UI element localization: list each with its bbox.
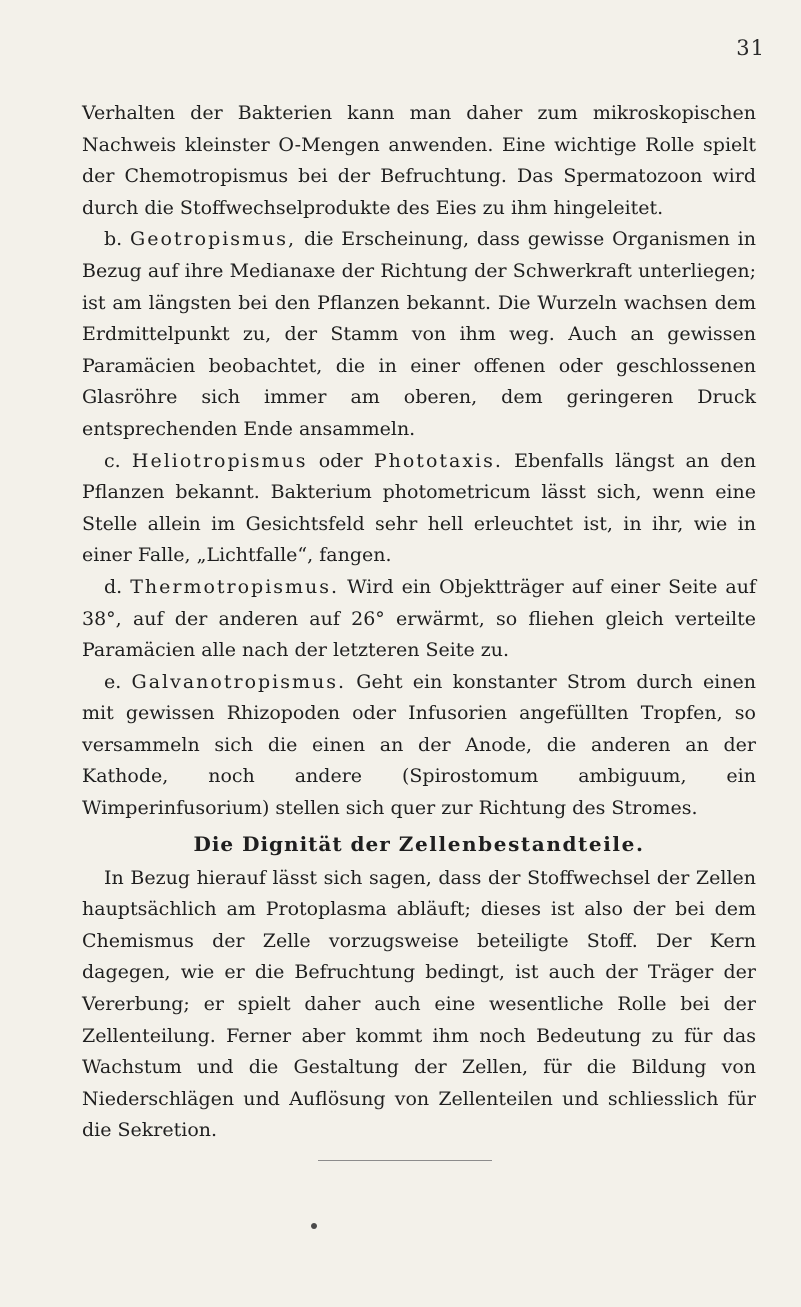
section-galvanotropismus — [82, 667, 756, 825]
section-heading — [82, 827, 756, 861]
page-number: 31 — [736, 36, 765, 60]
section-letter: b. — [104, 228, 123, 251]
section-geotropismus — [82, 224, 756, 445]
section-term: Heliotropismus — [131, 449, 308, 472]
section-letter: e. — [104, 670, 122, 693]
section-letter: c. — [104, 449, 121, 472]
section-thermotropismus — [82, 572, 756, 667]
section-connector: oder — [318, 449, 363, 472]
closing-paragraph: In Bezug hierauf lässt sich sagen, dass der Stoffwechsel der Zellen hauptsächlich am Protoplasma abläuft; dieses ist also der bei dem Chemismus der Zelle vorzugsweise beteiligte Stoff. Der Kern dagegen, wie er die Befruchtung bedingt, ist auch der Träger der Vererbung; er spielt daher auch eine wesentliche Rolle bei der Zellenteilung. Ferner aber kommt ihm noch Bedeutung zu für das Wachstum und die Gestaltung der Zellen, für die Bildung von Niederschlägen und Auflösung von Zellenteilen und schliesslich für die Sekretion. — [82, 866, 756, 1142]
opening-paragraph: Verhalten der Bakterien kann man daher zum mikroskopischen Nachweis kleinster O-Mengen anwenden. Eine wichtige Rolle spielt der Chemotropismus bei der Befruchtung. Das Spermatozoon wird durch die Stoffwechselprodukte des Eies zu ihm hingeleitet. — [82, 102, 756, 219]
print-speck — [311, 1223, 317, 1229]
section-text: Wird ein Objektträger auf einer Seite auf 38°, auf der anderen auf 26° erwärmt, so fliehen gleich verteilte Paramäcien alle nach der letzteren Seite zu. — [82, 575, 756, 662]
section-text: die Erscheinung, dass gewisse Organismen in Bezug auf ihre Medianaxe der Richtung der Schwerkraft unterliegen; ist am längsten bei den Pflanzen bekannt. Die Wurzeln wachsen dem Erdmittelpunkt zu, der Stamm von ihm weg. Auch an gewissen Paramäcien beobachtet, die in einer offenen oder geschlossenen Glasröhre sich immer am oberen, dem geringeren Druck entsprechenden Ende ansammeln. — [82, 228, 756, 440]
heading-part-1: Die Dignität der — [193, 831, 391, 856]
section-term: Galvanotropismus. — [131, 670, 347, 693]
section-letter: d. — [104, 575, 123, 598]
section-term: Thermotropismus. — [130, 575, 340, 598]
section-term-secondary: Phototaxis. — [373, 449, 503, 472]
section-term: Geotropismus, — [130, 228, 297, 251]
footer-rule — [318, 1160, 492, 1161]
heading-part-2: Zellenbestandteile. — [398, 831, 645, 856]
section-heliotropismus — [82, 446, 756, 572]
section-text: Geht ein konstanter Strom durch einen mit gewissen Rhizopoden oder Infusorien angefüllten Tropfen, so versammeln sich die einen an der Anode, die anderen an der Kathode, noch andere (Spirostomum ambiguum, ein Wimperinfusorium) stellen sich quer zur Richtung des Stromes. — [82, 670, 756, 820]
page-text — [82, 98, 756, 1147]
section-text: Ebenfalls längst an den Pflanzen bekannt. Bakterium photometricum lässt sich, wenn eine Stelle allein im Gesichtsfeld sehr hell erleuchtet ist, in ihr, wie in einer Falle, „Lichtfalle“, fangen. — [82, 449, 756, 567]
